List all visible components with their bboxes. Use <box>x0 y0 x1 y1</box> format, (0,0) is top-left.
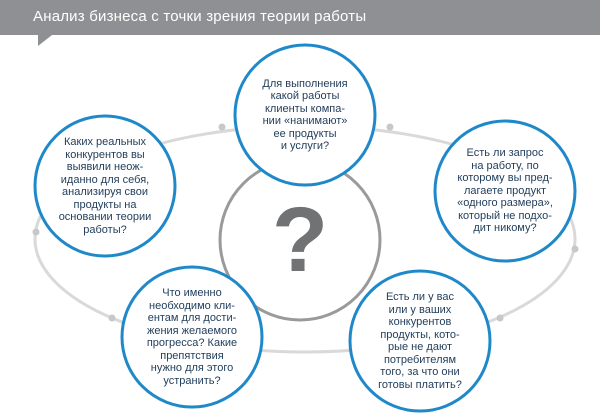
node-text-right: Есть ли запрос на работу, по которому вы пред- лагаете продукт «одного размера», который не подхо- дит никому? <box>457 147 553 235</box>
connector-dot <box>497 315 504 322</box>
node-text-bottom-right: Есть ли у вас или у ваших конкурентов продукты, кото- рые не дают потребителям того, за что они готовы платить? <box>378 291 462 391</box>
node-text-top: Для выполнения какой работы клиенты компа- нии «нанимают» ее продукты и услуги? <box>262 77 348 152</box>
center-question-mark: ? <box>271 189 329 291</box>
connector-dot <box>33 229 40 236</box>
connector-dot <box>387 124 394 131</box>
connector-dot <box>572 246 579 253</box>
node-text-bottom-left: Что именно необходимо кли- ентам для дости- жения желаемого прогресса? Какие препятствия нужно для этого устранить? <box>146 287 238 387</box>
page-title: Анализ бизнеса с точки зрения теории работы <box>33 8 367 25</box>
connector-dot <box>109 315 116 322</box>
connector-dot <box>219 124 226 131</box>
node-text-left: Каких реальных конкурентов вы выявили неож- иданно для себя, анализируя свои продукты на основании теории работы? <box>58 136 152 236</box>
